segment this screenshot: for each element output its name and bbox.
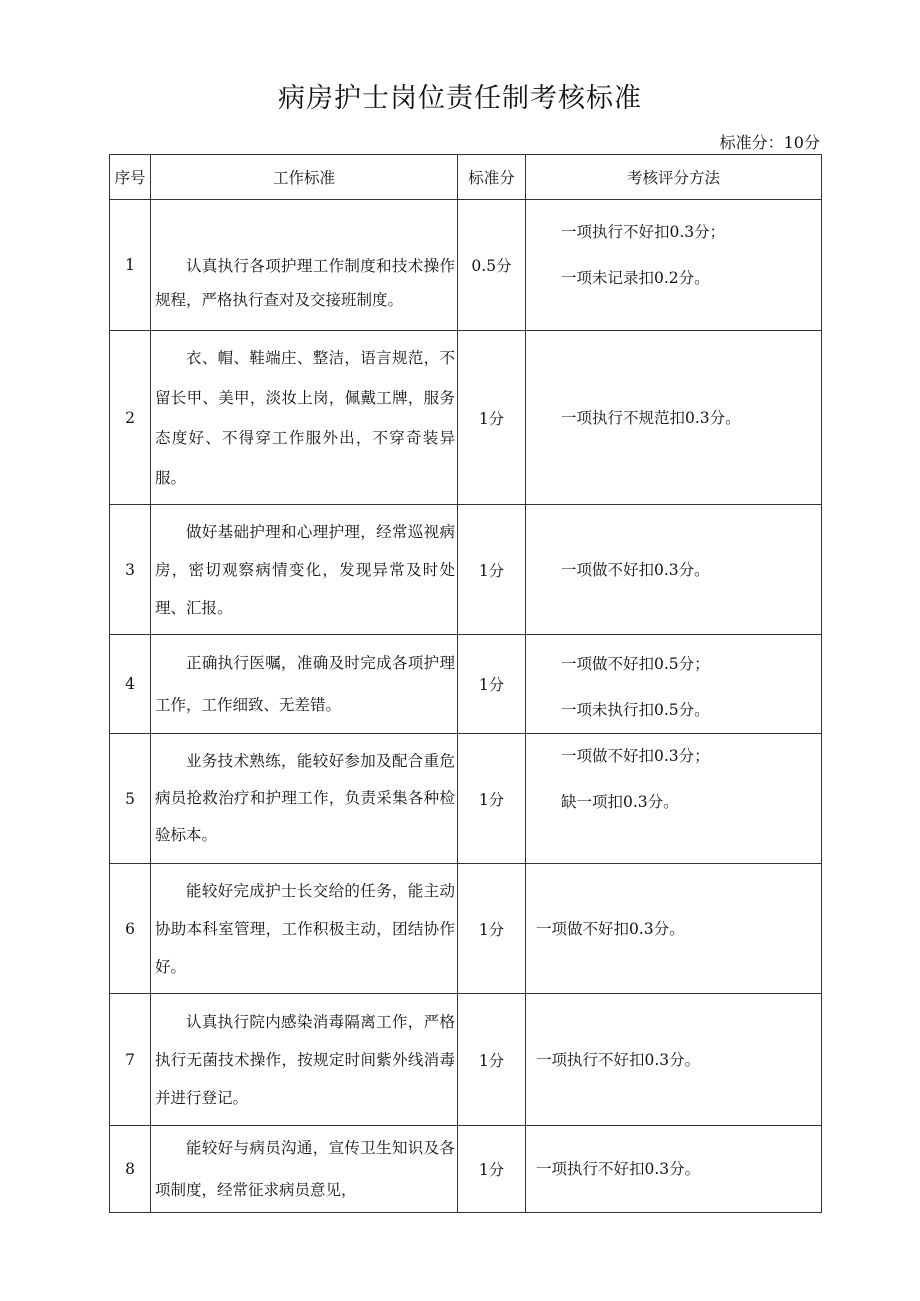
row-score: 1分: [458, 1126, 526, 1213]
row-score: 1分: [458, 331, 526, 505]
row-num: 5: [110, 734, 151, 864]
row-method: [526, 505, 822, 635]
row-standard-text: 认真执行各项护理工作制度和技术操作规程，严格执行查对及交接班制度。: [155, 257, 455, 309]
row-num: 3: [110, 505, 151, 635]
row-method: [526, 994, 822, 1126]
row-num: 8: [110, 1126, 151, 1213]
method-line: 缺一项扣0.3分。: [561, 792, 679, 811]
method-line: 一项执行不规范扣0.3分。: [561, 408, 741, 427]
row-num: 2: [110, 331, 151, 505]
method-line: 一项执行不好扣0.3分。: [536, 1050, 701, 1069]
row-method: [526, 200, 822, 331]
row-score: 0.5分: [458, 200, 526, 331]
row-standard-text: 能较好完成护士长交给的任务，能主动协助本科室管理，工作积极主动，团结协作好。: [155, 881, 455, 976]
total-score: 标准分：10分: [719, 133, 820, 152]
method-line: 一项做不好扣0.3分；: [561, 746, 710, 765]
row-standard: [151, 734, 458, 864]
header-score: 标准分: [458, 155, 526, 200]
row-score: 1分: [458, 635, 526, 734]
table-row: [110, 635, 822, 734]
method-line: 一项未记录扣0.2分。: [561, 269, 710, 287]
table-row: [110, 994, 822, 1126]
row-score: 1分: [458, 505, 526, 635]
row-standard: [151, 505, 458, 635]
row-standard-text: 认真执行院内感染消毒隔离工作，严格执行无菌技术操作，按规定时间紫外线消毒并进行登记。: [155, 1012, 455, 1107]
row-standard: [151, 864, 458, 994]
header-num: 序号: [110, 155, 151, 200]
row-standard-text: 正确执行医嘱，准确及时完成各项护理工作，工作细致、无差错。: [155, 654, 455, 714]
row-score: 1分: [458, 734, 526, 864]
row-standard-text: 做好基础护理和心理护理，经常巡视病房，密切观察病情变化，发现异常及时处理、汇报。: [155, 522, 455, 617]
table-row: [110, 505, 822, 635]
table-row: [110, 331, 822, 505]
row-standard: [151, 200, 458, 331]
row-standard-text: 能较好与病员沟通，宣传卫生知识及各项制度，经常征求病员意见，: [155, 1139, 455, 1199]
table-row: [110, 734, 822, 864]
row-standard: [151, 635, 458, 734]
table-row: [110, 864, 822, 994]
method-line: 一项未执行扣0.5分。: [561, 701, 710, 719]
assessment-table: [109, 154, 822, 1213]
row-standard-text: 业务技术熟练，能较好参加及配合重危病员抢救治疗和护理工作，负责采集各种检验标本。: [155, 752, 455, 844]
table-header-row: [110, 155, 822, 200]
row-standard: [151, 1126, 458, 1213]
method-line: 一项做不好扣0.3分。: [536, 919, 685, 938]
row-method: [526, 864, 822, 994]
row-method: [526, 331, 822, 505]
row-score: 1分: [458, 994, 526, 1126]
row-standard: [151, 994, 458, 1126]
method-line: 一项做不好扣0.5分；: [561, 655, 710, 673]
row-method: [526, 635, 822, 734]
method-line: 一项执行不好扣0.3分；: [561, 223, 726, 241]
row-num: 6: [110, 864, 151, 994]
row-method: [526, 1126, 822, 1213]
method-line: 一项执行不好扣0.3分。: [536, 1160, 701, 1178]
row-method: [526, 734, 822, 864]
page-title: 病房护士岗位责任制考核标准: [278, 83, 642, 114]
header-standard: 工作标准: [151, 155, 458, 200]
header-method: 考核评分方法: [526, 155, 822, 200]
row-standard: [151, 331, 458, 505]
row-score: 1分: [458, 864, 526, 994]
row-num: 1: [110, 200, 151, 331]
table-row: [110, 200, 822, 331]
row-standard-text: 衣、帽、鞋端庄、整洁，语言规范，不留长甲、美甲，淡妆上岗，佩戴工牌，服务态度好、不得穿工作服外出，不穿奇装异服。: [155, 348, 455, 487]
row-num: 4: [110, 635, 151, 734]
row-num: 7: [110, 994, 151, 1126]
table-row: [110, 1126, 822, 1213]
method-line: 一项做不好扣0.3分。: [561, 560, 710, 579]
